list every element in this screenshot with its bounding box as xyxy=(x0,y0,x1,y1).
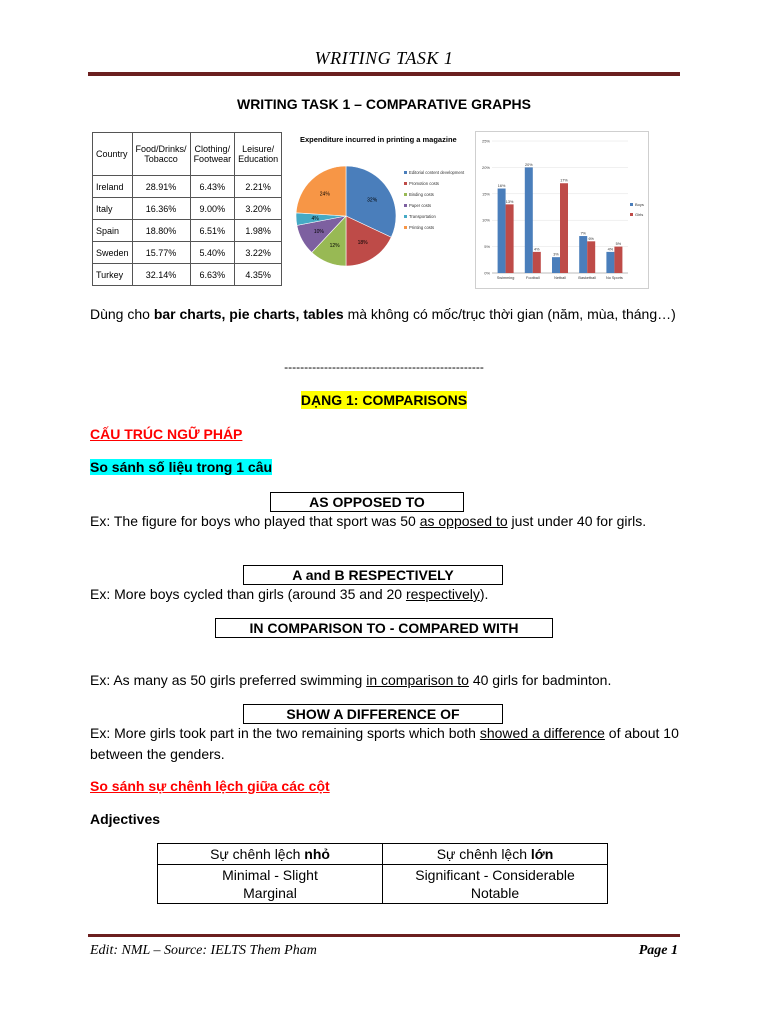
table-cell: 6.51% xyxy=(190,220,235,242)
table-header-cell xyxy=(383,844,608,865)
y-tick-label: 5% xyxy=(484,244,490,250)
header-text: Sự chênh lệch xyxy=(436,846,531,862)
header-text: Sự chênh lệch xyxy=(210,846,305,862)
example-text: Ex: More girls took part in the two remaining sports which both xyxy=(90,725,480,741)
footer-credit: Edit: NML – Source: IELTS Them Pham xyxy=(90,943,317,958)
cell-line: Notable xyxy=(470,885,520,901)
legend-label: Printing costs xyxy=(409,225,435,230)
bar-boys xyxy=(552,257,560,273)
legend-swatch xyxy=(630,203,633,206)
bar-chart xyxy=(475,131,649,289)
example-underline: in comparison to xyxy=(366,672,469,688)
example-text: 40 girls for badminton. xyxy=(468,672,612,688)
table-cell: 18.80% xyxy=(132,220,190,242)
structure-box-as-opposed-to: AS OPPOSED TO xyxy=(270,492,464,512)
header-rule xyxy=(88,72,680,76)
table-cell: Spain xyxy=(93,220,133,242)
subheading-column-difference: So sánh sự chênh lệch giữa các cột xyxy=(90,778,330,794)
bar-value-label: 13% xyxy=(505,199,514,204)
bar-value-label: 6% xyxy=(588,236,594,241)
example-underline: respectively xyxy=(405,586,480,602)
table-header-cell: Food/Drinks/ Tobacco xyxy=(132,133,190,176)
table-cell: Italy xyxy=(93,198,133,220)
x-tick-label: Basketball xyxy=(578,276,596,280)
header-bold: nhỏ xyxy=(304,846,330,862)
example-underline: showed a difference xyxy=(479,725,605,741)
example-text: Ex: More boys cycled than girls (around 35 and 20 xyxy=(90,586,406,602)
legend-label: Promotion costs xyxy=(409,181,440,186)
y-tick-label: 10% xyxy=(481,217,490,223)
table-cell: 2.21% xyxy=(235,176,282,198)
page-heading: WRITING TASK 1 – COMPARATIVE GRAPHS xyxy=(236,96,531,112)
example-text: just under 40 for girls. xyxy=(507,513,647,529)
header-bold: lớn xyxy=(530,846,554,862)
subheading-single-sentence: So sánh số liệu trong 1 câu xyxy=(90,459,273,475)
table-row xyxy=(93,264,282,286)
table-cell: 3.20% xyxy=(235,198,282,220)
y-tick-label: 0% xyxy=(484,270,490,276)
table-row xyxy=(93,220,282,242)
pie-slice-label: 12% xyxy=(329,242,340,249)
bar-value-label: 20% xyxy=(524,162,533,167)
intro-paragraph xyxy=(90,304,690,325)
table-row xyxy=(93,242,282,264)
example-1 xyxy=(90,511,690,532)
table-cell xyxy=(383,865,608,904)
x-tick-label: Swimming xyxy=(496,276,515,280)
bar-value-label: 16% xyxy=(497,184,506,189)
example-text: ). xyxy=(479,586,489,602)
table-cell: 28.91% xyxy=(132,176,190,198)
structure-box-in-comparison-to: IN COMPARISON TO - COMPARED WITH xyxy=(215,618,553,638)
bar-girls xyxy=(506,204,514,273)
pie-chart-title: Expenditure incurred in printing a magazine xyxy=(300,135,457,144)
separator: -------------------------------------------------- xyxy=(284,360,484,374)
example-text: Ex: The figure for boys who played that sport was 50 xyxy=(90,513,420,529)
legend-swatch xyxy=(404,215,407,218)
table-header-cell: Clothing/ Footwear xyxy=(190,133,235,176)
example-text: Ex: As many as 50 girls preferred swimming xyxy=(90,672,367,688)
example-underline: as opposed to xyxy=(419,513,508,529)
pie-chart-svg xyxy=(296,130,468,286)
example-text: of about 10 between the genders. xyxy=(90,725,679,762)
legend-swatch xyxy=(630,213,633,216)
pie-slice-label: 4% xyxy=(311,215,319,222)
legend-swatch xyxy=(404,204,407,207)
table-cell: 5.40% xyxy=(190,242,235,264)
pie-slice-label: 10% xyxy=(313,228,324,235)
y-tick-label: 15% xyxy=(481,191,490,197)
table-row xyxy=(158,865,608,904)
table-cell: Ireland xyxy=(93,176,133,198)
example-3 xyxy=(90,670,690,691)
table-row xyxy=(93,198,282,220)
x-tick-label: Football xyxy=(526,276,540,280)
pie-slice-label: 24% xyxy=(319,191,330,198)
table-row xyxy=(93,176,282,198)
example-2 xyxy=(90,584,690,605)
footer-page-number: Page 1 xyxy=(638,943,678,958)
bar-chart-svg xyxy=(476,132,648,288)
legend-label: Binding costs xyxy=(409,192,434,197)
bar-boys xyxy=(606,252,614,273)
page-header-title: WRITING TASK 1 xyxy=(314,48,454,68)
adjectives-label: Adjectives xyxy=(90,811,161,827)
bar-boys xyxy=(498,189,506,273)
bar-girls xyxy=(587,241,595,273)
bar-girls xyxy=(533,252,541,273)
grammar-title: CẤU TRÚC NGỮ PHÁP xyxy=(90,426,243,442)
table-cell: 3.22% xyxy=(235,242,282,264)
table-cell: 1.98% xyxy=(235,220,282,242)
legend-label: Girls xyxy=(635,212,644,217)
section-title: DẠNG 1: COMPARISONS xyxy=(300,392,468,408)
cell-line: Minimal - Slight xyxy=(222,867,318,883)
footer-rule xyxy=(88,934,680,937)
table-cell: 15.77% xyxy=(132,242,190,264)
table-header-cell: Leisure/ Education xyxy=(235,133,282,176)
bar-value-label: 17% xyxy=(560,178,568,183)
bar-value-label: 4% xyxy=(607,247,614,252)
legend-swatch xyxy=(404,182,407,185)
pie-chart xyxy=(296,130,468,286)
x-tick-label: No Sports xyxy=(605,276,623,280)
table-cell: Sweden xyxy=(93,242,133,264)
structure-box-show-difference: SHOW A DIFFERENCE OF xyxy=(243,704,503,724)
bar-value-label: 4% xyxy=(534,247,540,252)
table-header-cell: Country xyxy=(93,133,133,176)
legend-swatch xyxy=(404,171,407,174)
bar-girls xyxy=(560,183,568,273)
bar-value-label: 7% xyxy=(580,231,586,236)
intro-text-end: mà không có mốc/trục thời gian (năm, mùa, tháng…) xyxy=(343,306,676,322)
cell-line: Significant - Considerable xyxy=(415,867,575,883)
table-cell: 6.43% xyxy=(190,176,235,198)
intro-text: Dùng cho xyxy=(90,306,154,322)
table-cell: 16.36% xyxy=(132,198,190,220)
bar-boys xyxy=(579,236,587,273)
table-cell: 9.00% xyxy=(190,198,235,220)
bar-value-label: 5% xyxy=(615,242,622,247)
pie-slice-label: 18% xyxy=(357,240,368,247)
adjectives-table xyxy=(157,843,608,904)
cell-line: Marginal xyxy=(243,885,297,901)
legend-label: Boys xyxy=(635,202,644,207)
y-tick-label: 20% xyxy=(481,164,490,170)
legend-label: Editorial content development xyxy=(409,170,465,175)
bar-girls xyxy=(614,247,622,273)
legend-label: Transportation xyxy=(409,214,436,219)
table-cell: 4.35% xyxy=(235,264,282,286)
legend-label: Paper costs xyxy=(409,203,432,208)
legend-swatch xyxy=(404,193,407,196)
table-cell: 32.14% xyxy=(132,264,190,286)
bar-boys xyxy=(525,167,533,273)
example-4 xyxy=(90,723,680,765)
y-tick-label: 25% xyxy=(481,138,490,144)
legend-swatch xyxy=(404,226,407,229)
bar-value-label: 3% xyxy=(553,252,559,257)
table-row xyxy=(158,844,608,865)
intro-bold: bar charts, pie charts, tables xyxy=(153,306,344,322)
table-cell: 6.63% xyxy=(190,264,235,286)
table-cell xyxy=(158,865,383,904)
table-header-cell xyxy=(158,844,383,865)
x-tick-label: Netball xyxy=(554,276,566,280)
expenditure-table xyxy=(92,132,282,286)
pie-slice-label: 32% xyxy=(367,197,378,204)
table-cell: Turkey xyxy=(93,264,133,286)
structure-box-respectively: A and B RESPECTIVELY xyxy=(243,565,503,585)
